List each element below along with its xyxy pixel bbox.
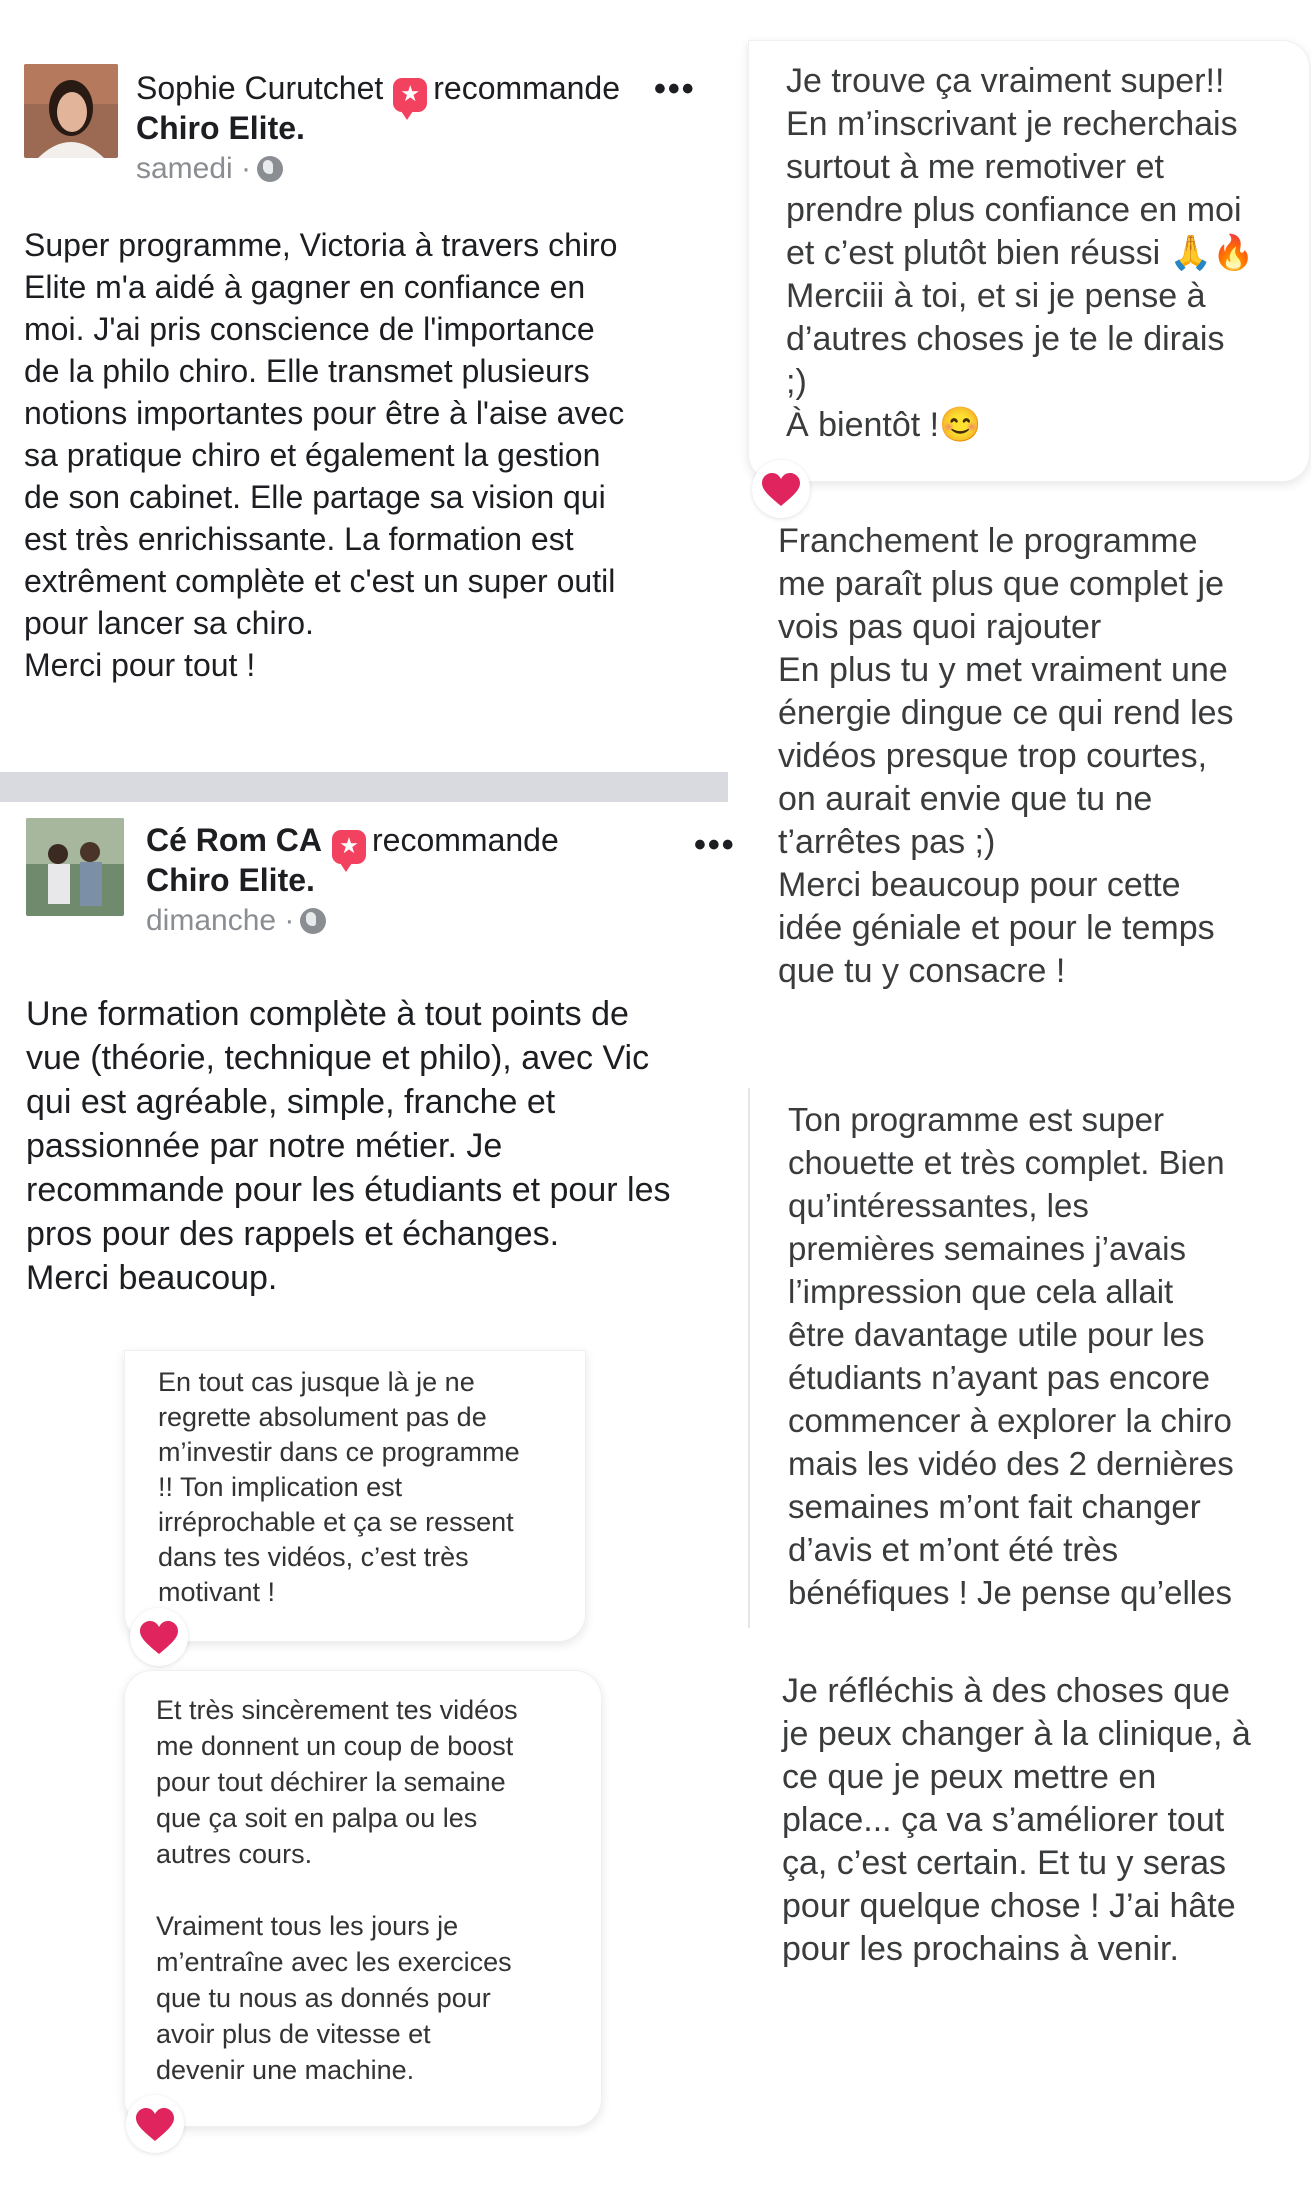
heart-reaction[interactable] bbox=[130, 1608, 188, 1666]
recommend-icon: ★ bbox=[393, 78, 427, 112]
avatar-photo bbox=[26, 818, 124, 916]
post-timestamp bbox=[136, 152, 283, 186]
post-header bbox=[136, 70, 620, 112]
globe-icon bbox=[257, 156, 283, 182]
avatar-photo bbox=[24, 64, 118, 158]
author-name[interactable]: Sophie Curutchet bbox=[136, 70, 384, 106]
heart-reaction-icon bbox=[139, 1621, 179, 1655]
heart-reaction-icon bbox=[761, 473, 801, 507]
page-link[interactable]: Chiro Elite. bbox=[146, 862, 315, 898]
more-icon[interactable]: ••• bbox=[654, 70, 696, 108]
avatar[interactable] bbox=[26, 818, 124, 916]
message-text: Franchement le programme me paraît plus que complet je vois pas quoi rajouter En plus tu y met vraiment une énergie dingue ce qui rend les vidéos presque trop courtes, on aurait envie que tu ne t’arrêtes pas ;) Merci beaucoup pour cette idée géniale et pour le temps que tu y consacre ! bbox=[778, 522, 1234, 990]
bubble-edge bbox=[748, 1088, 750, 1628]
more-icon[interactable]: ••• bbox=[694, 826, 736, 864]
recommend-verb: recommande bbox=[433, 70, 621, 106]
message-text: En tout cas jusque là je ne regrette absolument pas de m’investir dans ce programme !! Ton implication est irréprochable et ça se ressent dans tes vidéos, c’est très motivant ! bbox=[158, 1367, 520, 1607]
message-text: Je réfléchis à des choses que je peux changer à la clinique, à ce que je peux mettre en place... ça va s’améliorer tout ça, c’est certain. Et tu y seras pour quelque chose ! J’ai hâte pour les prochains à venir. bbox=[782, 1672, 1251, 1968]
heart-reaction-icon bbox=[135, 2108, 175, 2142]
globe-icon bbox=[300, 908, 326, 934]
post-text: Super programme, Victoria à travers chiro Elite m'a aidé à gagner en confiance en moi. J'ai pris conscience de l'importance de la philo chiro. Elle transmet plusieurs notions importantes pour être à l'aise avec sa pratique chiro et également la gestion de son cabinet. Elle partage sa vision qui est très enrichissante. La formation est extrêment complète et c'est un super outil pour lancer sa chiro. Merci pour tout ! bbox=[24, 227, 625, 683]
post-timestamp bbox=[146, 904, 326, 938]
heart-reaction[interactable] bbox=[752, 460, 810, 518]
message-text: Ton programme est super chouette et très complet. Bien qu’intéressantes, les premières semaines j’avais l’impression que cela allait être davantage utile pour les étudiants n’ayant pas encore commencer à explorer la chiro mais les vidéo des 2 dernières semaines m’ont fait changer d’avis et m’ont été très bénéfiques ! Je pense qu’elles bbox=[788, 1101, 1234, 1611]
timestamp-text[interactable]: dimanche · bbox=[146, 904, 295, 937]
message-text: Et très sincèrement tes vidéos me donnent un coup de boost pour tout déchirer la semaine que ça soit en palpa ou les autres cours. Vraiment tous les jours je m’entraîne avec les exercices que tu nous as donnés pour avoir plus de vitesse et devenir une machine. bbox=[156, 1695, 518, 2085]
post-header bbox=[146, 822, 559, 864]
recommend-icon: ★ bbox=[332, 830, 366, 864]
message-text: Je trouve ça vraiment super!! En m’inscrivant je recherchais surtout à me remotiver et prendre plus confiance en moi et c’est plutôt bien réussi 🙏🔥 Merciii à toi, et si je pense à d’autres choses je te le dirais ;) À bientôt !😊 bbox=[786, 62, 1255, 444]
author-name[interactable]: Cé Rom CA bbox=[146, 822, 323, 858]
page-link[interactable]: Chiro Elite. bbox=[136, 110, 305, 146]
post-text: Une formation complète à tout points de vue (théorie, technique et philo), avec Vic qui est agréable, simple, franche et passionnée par notre métier. Je recommande pour les étudiants et pour les pros pour des rappels et échanges. Merci beaucoup. bbox=[26, 995, 671, 1297]
timestamp-text[interactable]: samedi · bbox=[136, 152, 252, 185]
avatar[interactable] bbox=[24, 64, 118, 158]
divider bbox=[0, 772, 728, 802]
heart-reaction[interactable] bbox=[126, 2095, 184, 2153]
recommend-verb: recommande bbox=[372, 822, 559, 858]
